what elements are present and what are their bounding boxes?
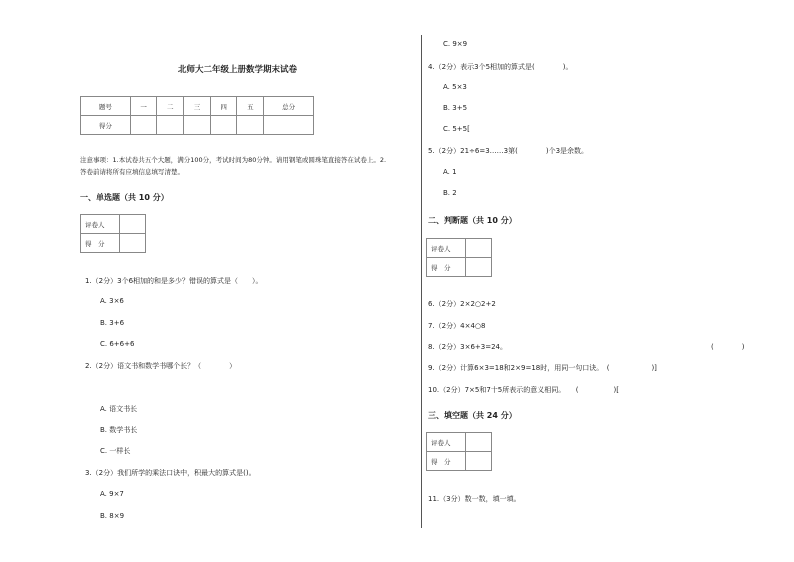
score-cell[interactable]	[264, 116, 314, 135]
question-11: 11.（3分）数一数，填一填。	[428, 495, 521, 503]
score-cell[interactable]	[237, 116, 264, 135]
column-divider	[421, 35, 422, 528]
score-label: 得 分	[427, 452, 466, 471]
score-cell[interactable]	[157, 116, 184, 135]
question-10: 10.（2分）7×5和7十5所表示的意义相同。 ( )[	[428, 386, 619, 394]
question-4-option-a[interactable]: A. 5×3	[443, 83, 467, 91]
question-5-stem: 5.（2分）21÷6=3……3第( )个3是余数。	[428, 147, 589, 155]
score-cell[interactable]	[466, 258, 492, 277]
question-2-option-a[interactable]: A. 语文书长	[100, 405, 138, 413]
grader-box-3	[426, 432, 492, 471]
score-header: 四	[210, 97, 237, 116]
question-1-stem: 1.（2分）3个6相加的和是多少？错误的算式是（ ）。	[85, 277, 263, 285]
score-header: 五	[237, 97, 264, 116]
question-4-option-c[interactable]: C. 5+5[	[443, 125, 470, 133]
section-2-title: 二、判断题（共 10 分）	[428, 216, 517, 225]
question-3-option-a[interactable]: A. 9×7	[100, 490, 124, 498]
score-cell[interactable]	[130, 116, 157, 135]
grader-label: 评卷人	[427, 239, 466, 258]
question-3-option-b[interactable]: B. 8×9	[100, 512, 125, 520]
grader-label: 评卷人	[427, 433, 466, 452]
grader-cell[interactable]	[466, 433, 492, 452]
grader-label: 评卷人	[81, 215, 120, 234]
section-3-title: 三、填空题（共 24 分）	[428, 411, 517, 420]
score-cell[interactable]	[466, 452, 492, 471]
notice-line-2: 答卷前请将所有应填信息填写清楚。	[80, 168, 184, 176]
question-3-stem: 3.（2分）我们所学的乘法口诀中，积最大的算式是()。	[85, 469, 256, 477]
score-label: 得 分	[427, 258, 466, 277]
page-title: 北师大二年级上册数学期末试卷	[178, 65, 298, 75]
question-7: 7.（2分）4×4○8	[428, 322, 486, 330]
question-9: 9.（2分）计算6×3=18和2×9=18时，用同一句口诀。 ( )]	[428, 364, 657, 372]
score-header: 一	[130, 97, 157, 116]
question-8-answer-blank[interactable]: ( )	[711, 343, 745, 351]
question-1-option-b[interactable]: B. 3+6	[100, 319, 125, 327]
notice-line-1: 注意事项：1.本试卷共五个大题，满分100分，考试时间为80分钟。请用钢笔或圆珠笔直接答在试卷上。2.	[80, 156, 387, 164]
section-1-title: 一、单选题（共 10 分）	[80, 193, 169, 202]
question-8: 8.（2分）3×6+3=24。	[428, 343, 507, 351]
score-table	[80, 96, 314, 135]
question-2-option-b[interactable]: B. 数学书长	[100, 426, 138, 434]
question-1-option-c[interactable]: C. 6+6+6	[100, 340, 135, 348]
grader-cell[interactable]	[120, 215, 146, 234]
question-3-option-c[interactable]: C. 9×9	[443, 40, 468, 48]
question-2-option-c[interactable]: C. 一样长	[100, 447, 131, 455]
question-6: 6.（2分）2×2○2+2	[428, 300, 496, 308]
score-header: 总分	[264, 97, 314, 116]
question-4-option-b[interactable]: B. 3+5	[443, 104, 468, 112]
score-header: 三	[184, 97, 211, 116]
score-label: 得 分	[81, 234, 120, 253]
grader-box-1	[80, 214, 146, 253]
score-header: 题号	[81, 97, 131, 116]
score-row-label: 得分	[81, 116, 131, 135]
question-4-stem: 4.（2分）表示3个5相加的算式是( )。	[428, 63, 573, 71]
score-header: 二	[157, 97, 184, 116]
score-cell[interactable]	[184, 116, 211, 135]
question-5-option-a[interactable]: A. 1	[443, 168, 457, 176]
score-cell[interactable]	[210, 116, 237, 135]
score-cell[interactable]	[120, 234, 146, 253]
question-5-option-b[interactable]: B. 2	[443, 189, 457, 197]
grader-box-2	[426, 238, 492, 277]
question-1-option-a[interactable]: A. 3×6	[100, 297, 124, 305]
question-2-stem: 2.（2分）语文书和数学书哪个长？（ ）	[85, 362, 237, 370]
grader-cell[interactable]	[466, 239, 492, 258]
